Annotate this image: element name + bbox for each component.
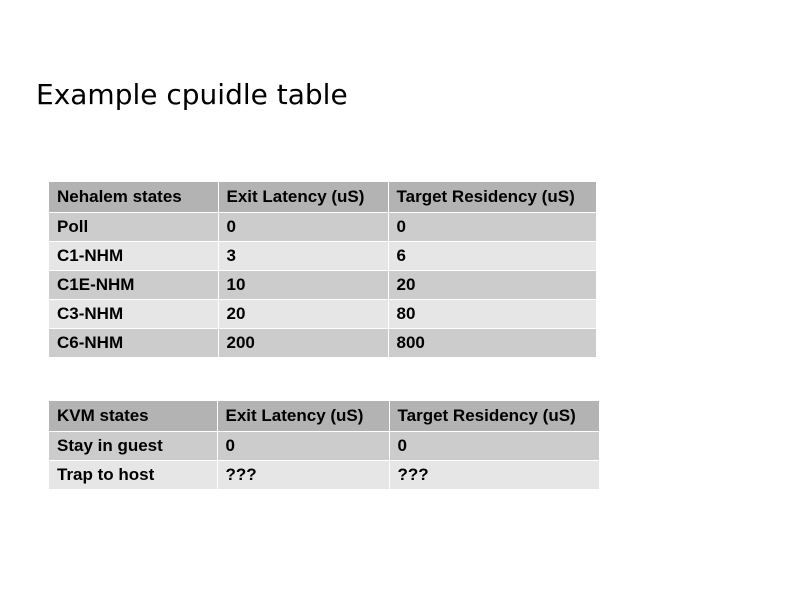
table-header-row (49, 401, 599, 432)
table-cell: ??? (389, 461, 599, 490)
kvm-states-table (49, 401, 599, 489)
table-cell: C1-NHM (49, 242, 218, 271)
table-row (49, 329, 596, 358)
table-row (49, 300, 596, 329)
table-cell: 10 (218, 271, 388, 300)
table-cell: 80 (388, 300, 596, 329)
table-row (49, 432, 599, 461)
table-cell: 200 (218, 329, 388, 358)
column-header: Target Residency (uS) (388, 182, 596, 213)
table-cell: Poll (49, 213, 218, 242)
table-cell: 0 (217, 432, 389, 461)
table-cell: 20 (218, 300, 388, 329)
column-header: Target Residency (uS) (389, 401, 599, 432)
table-cell: 0 (389, 432, 599, 461)
nehalem-states-table (49, 182, 596, 357)
table-cell: 0 (218, 213, 388, 242)
table-row (49, 242, 596, 271)
table-cell: C6-NHM (49, 329, 218, 358)
column-header: KVM states (49, 401, 217, 432)
table-cell: 6 (388, 242, 596, 271)
table-row (49, 461, 599, 490)
table-row (49, 213, 596, 242)
table-cell: C1E-NHM (49, 271, 218, 300)
column-header: Exit Latency (uS) (217, 401, 389, 432)
table-row (49, 271, 596, 300)
table-cell: C3-NHM (49, 300, 218, 329)
table-cell: 0 (388, 213, 596, 242)
slide-title: Example cpuidle table (36, 78, 348, 111)
column-header: Exit Latency (uS) (218, 182, 388, 213)
table-cell: Trap to host (49, 461, 217, 490)
table-cell: Stay in guest (49, 432, 217, 461)
table-header-row (49, 182, 596, 213)
table-cell: 20 (388, 271, 596, 300)
table-cell: ??? (217, 461, 389, 490)
column-header: Nehalem states (49, 182, 218, 213)
table-cell: 3 (218, 242, 388, 271)
table-cell: 800 (388, 329, 596, 358)
